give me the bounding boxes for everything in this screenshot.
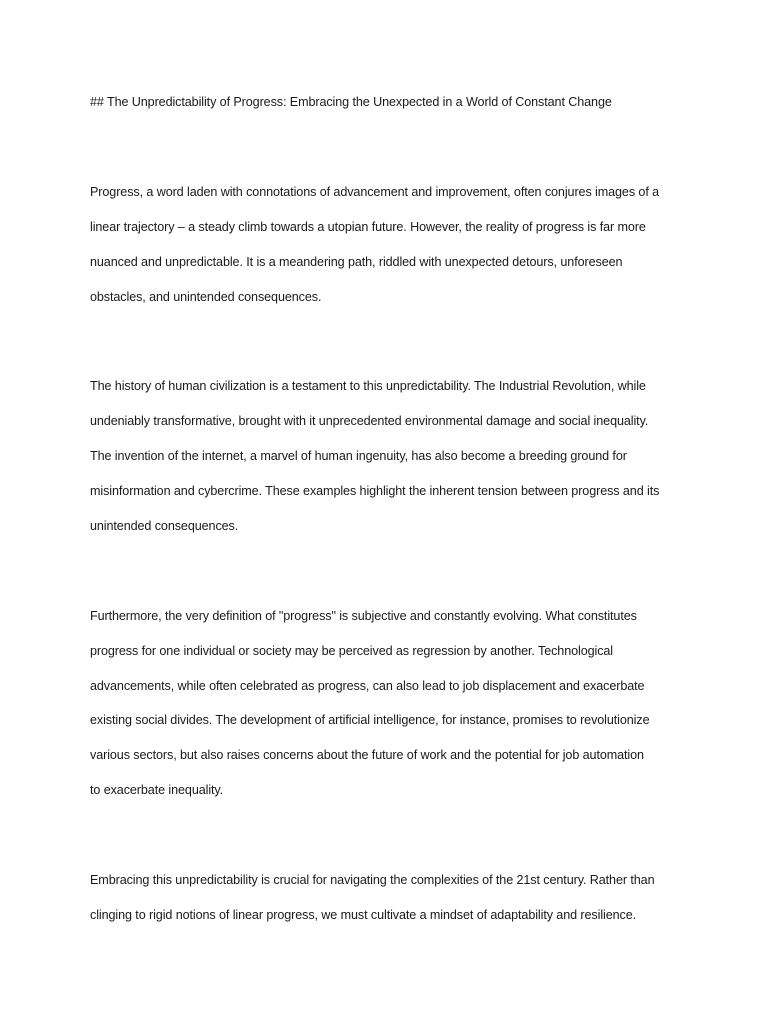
paragraph-line: linear trajectory – a steady climb towards a utopian future. However, the reality of progress is far more (90, 220, 646, 234)
paragraph-line: obstacles, and unintended consequences. (90, 290, 322, 304)
paragraph-line: Embracing this unpredictability is crucial for navigating the complexities of the 21st century. Rather than (90, 873, 655, 887)
paragraph-line: nuanced and unpredictable. It is a meandering path, riddled with unexpected detours, unforeseen (90, 255, 623, 269)
paragraph-line: The history of human civilization is a testament to this unpredictability. The Industrial Revolution, while (90, 379, 646, 393)
paragraph-line: to exacerbate inequality. (90, 783, 224, 797)
paragraph-line: existing social divides. The development of artificial intelligence, for instance, promises to revolutionize (90, 713, 650, 727)
paragraph-line: The invention of the internet, a marvel of human ingenuity, has also become a breeding ground for (90, 449, 627, 463)
paragraph-line: Progress, a word laden with connotations of advancement and improvement, often conjures images of a (90, 185, 660, 199)
paragraph-line: undeniably transformative, brought with it unprecedented environmental damage and social inequality. (90, 414, 649, 428)
paragraph-line: unintended consequences. (90, 519, 239, 533)
paragraph-line: clinging to rigid notions of linear progress, we must cultivate a mindset of adaptability and resilience. (90, 908, 637, 922)
paragraph-line: Furthermore, the very definition of "progress" is subjective and constantly evolving. What constitutes (90, 609, 637, 623)
paragraph-line: misinformation and cybercrime. These examples highlight the inherent tension between progress and its (90, 484, 660, 498)
paragraph-line: progress for one individual or society may be perceived as regression by another. Technological (90, 644, 614, 658)
document-title: ## The Unpredictability of Progress: Embracing the Unexpected in a World of Constant Change (90, 95, 612, 109)
paragraph-line: advancements, while often celebrated as progress, can also lead to job displacement and exacerbate (90, 679, 645, 693)
paragraph-line: various sectors, but also raises concerns about the future of work and the potential for job automation (90, 748, 644, 762)
